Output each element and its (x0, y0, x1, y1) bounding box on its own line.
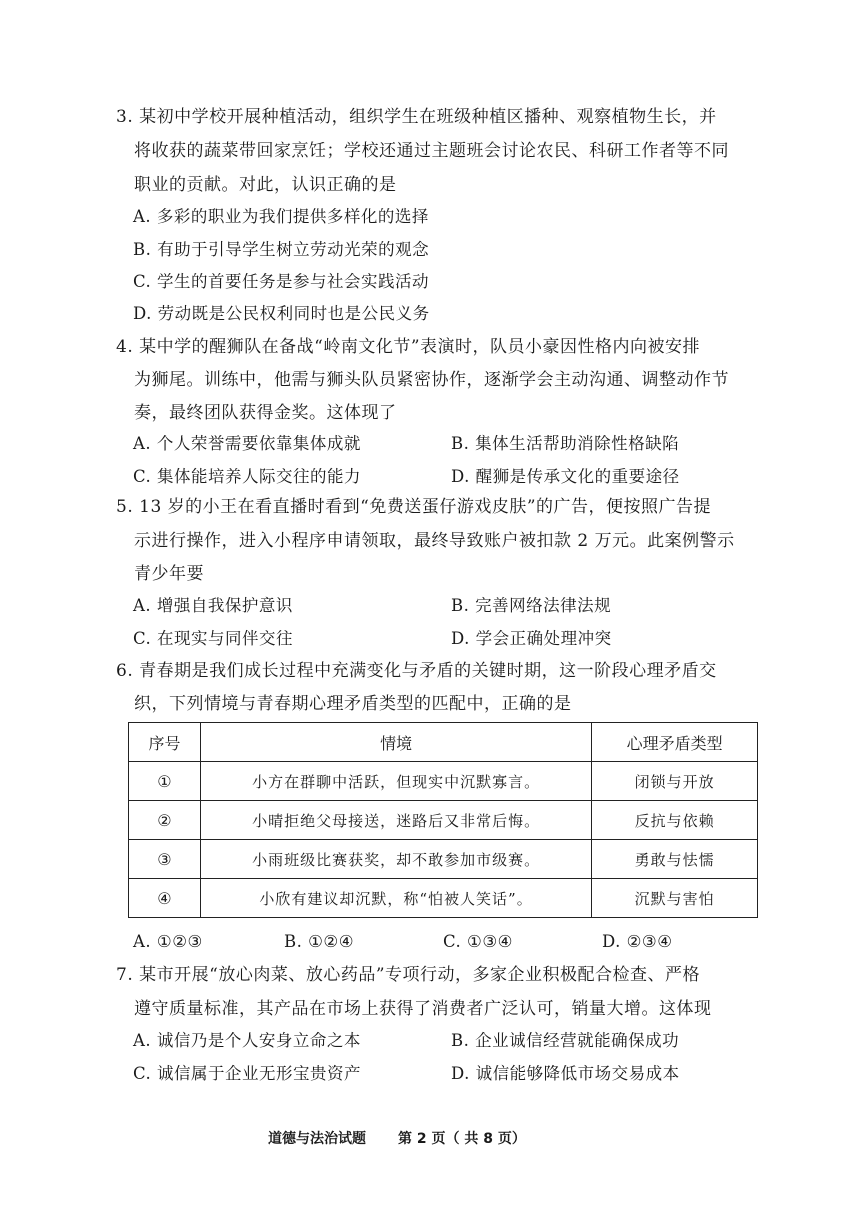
table-row (129, 801, 758, 840)
q6-stem-line-2: 织，下列情境与青春期心理矛盾类型的匹配中，正确的是 (134, 694, 572, 714)
row-conflict-type: 沉默与害怕 (592, 879, 758, 918)
q4-option-d: D. 醒狮是传承文化的重要途径 (451, 467, 680, 486)
row-number: ④ (129, 879, 201, 918)
table-row (129, 762, 758, 801)
table-row (129, 840, 758, 879)
table-header-scenario: 情境 (200, 723, 591, 762)
q7-option-c: C. 诚信属于企业无形宝贵资产 (133, 1064, 362, 1083)
q3-stem-line-1: 3. 某初中学校开展种植活动，组织学生在班级种植区播种、观察植物生长，并 (116, 107, 717, 127)
q5-stem-line-1: 5. 13 岁的小王在看直播时看到“免费送蛋仔游戏皮肤”的广告，便按照广告提 (116, 497, 712, 517)
q6-option-d: D. ②③④ (602, 932, 673, 951)
q3-option-a: A. 多彩的职业为我们提供多样化的选择 (133, 207, 429, 226)
q6-matching-table (128, 722, 758, 918)
q3-option-c: C. 学生的首要任务是参与社会实践活动 (133, 272, 430, 291)
q7-stem-line-2: 遵守质量标准，其产品在市场上获得了消费者广泛认可，销量大增。这体现 (134, 999, 712, 1019)
q6-option-b: B. ①②④ (284, 932, 354, 951)
q3-stem-line-3: 职业的贡献。对此，认识正确的是 (134, 175, 397, 195)
row-conflict-type: 勇敢与怯懦 (592, 840, 758, 879)
q4-option-a: A. 个人荣誉需要依靠集体成就 (133, 434, 361, 453)
row-conflict-type: 反抗与依赖 (592, 801, 758, 840)
q7-stem-line-1: 7. 某市开展“放心肉菜、放心药品”专项行动，多家企业积极配合检查、严格 (116, 965, 701, 985)
q6-option-a: A. ①②③ (133, 932, 203, 951)
q5-option-b: B. 完善网络法律法规 (451, 596, 612, 615)
row-number: ① (129, 762, 201, 801)
q3-option-d: D. 劳动既是公民权利同时也是公民义务 (133, 304, 430, 323)
q7-option-d: D. 诚信能够降低市场交易成本 (451, 1064, 680, 1083)
q6-stem-line-1: 6. 青春期是我们成长过程中充满变化与矛盾的关键时期，这一阶段心理矛盾交 (116, 661, 717, 681)
row-scenario: 小晴拒绝父母接送，迷路后又非常后悔。 (200, 801, 591, 840)
table-header-conflict-type: 心理矛盾类型 (592, 723, 758, 762)
q7-option-a: A. 诚信乃是个人安身立命之本 (133, 1031, 361, 1050)
q3-option-b: B. 有助于引导学生树立劳动光荣的观念 (133, 240, 430, 259)
q5-option-a: A. 增强自我保护意识 (133, 596, 293, 615)
row-scenario: 小雨班级比赛获奖，却不敢参加市级赛。 (200, 840, 591, 879)
row-scenario: 小方在群聊中活跃，但现实中沉默寡言。 (200, 762, 591, 801)
q4-option-b: B. 集体生活帮助消除性格缺陷 (451, 434, 680, 453)
footer-subject: 道德与法治试题 (268, 1131, 366, 1147)
q5-stem-line-3: 青少年要 (134, 564, 204, 584)
row-number: ③ (129, 840, 201, 879)
q4-stem-line-3: 奏，最终团队获得金奖。这体现了 (134, 403, 397, 423)
row-conflict-type: 闭锁与开放 (592, 762, 758, 801)
q3-stem-line-2: 将收获的蔬菜带回家烹饪；学校还通过主题班会讨论农民、科研工作者等不同 (134, 141, 729, 161)
q6-option-c: C. ①③④ (443, 932, 513, 951)
q4-stem-line-1: 4. 某中学的醒狮队在备战“岭南文化节”表演时，队员小豪因性格内向被安排 (116, 337, 701, 357)
table-header-number: 序号 (129, 723, 201, 762)
q5-option-d: D. 学会正确处理冲突 (451, 629, 612, 648)
q7-option-b: B. 企业诚信经营就能确保成功 (451, 1031, 680, 1050)
table-header-row (129, 723, 758, 762)
table-row (129, 879, 758, 918)
q4-stem-line-2: 为狮尾。训练中，他需与狮头队员紧密协作，逐渐学会主动沟通、调整动作节 (134, 370, 729, 390)
footer-page-number: 第 2 页（ 共 8 页） (398, 1131, 526, 1147)
q5-stem-line-2: 示进行操作，进入小程序申请领取，最终导致账户被扣款 2 万元。此案例警示 (134, 531, 735, 551)
q4-option-c: C. 集体能培养人际交往的能力 (133, 467, 362, 486)
row-scenario: 小欣有建议却沉默，称“怕被人笑话”。 (200, 879, 591, 918)
row-number: ② (129, 801, 201, 840)
q5-option-c: C. 在现实与同伴交往 (133, 629, 294, 648)
